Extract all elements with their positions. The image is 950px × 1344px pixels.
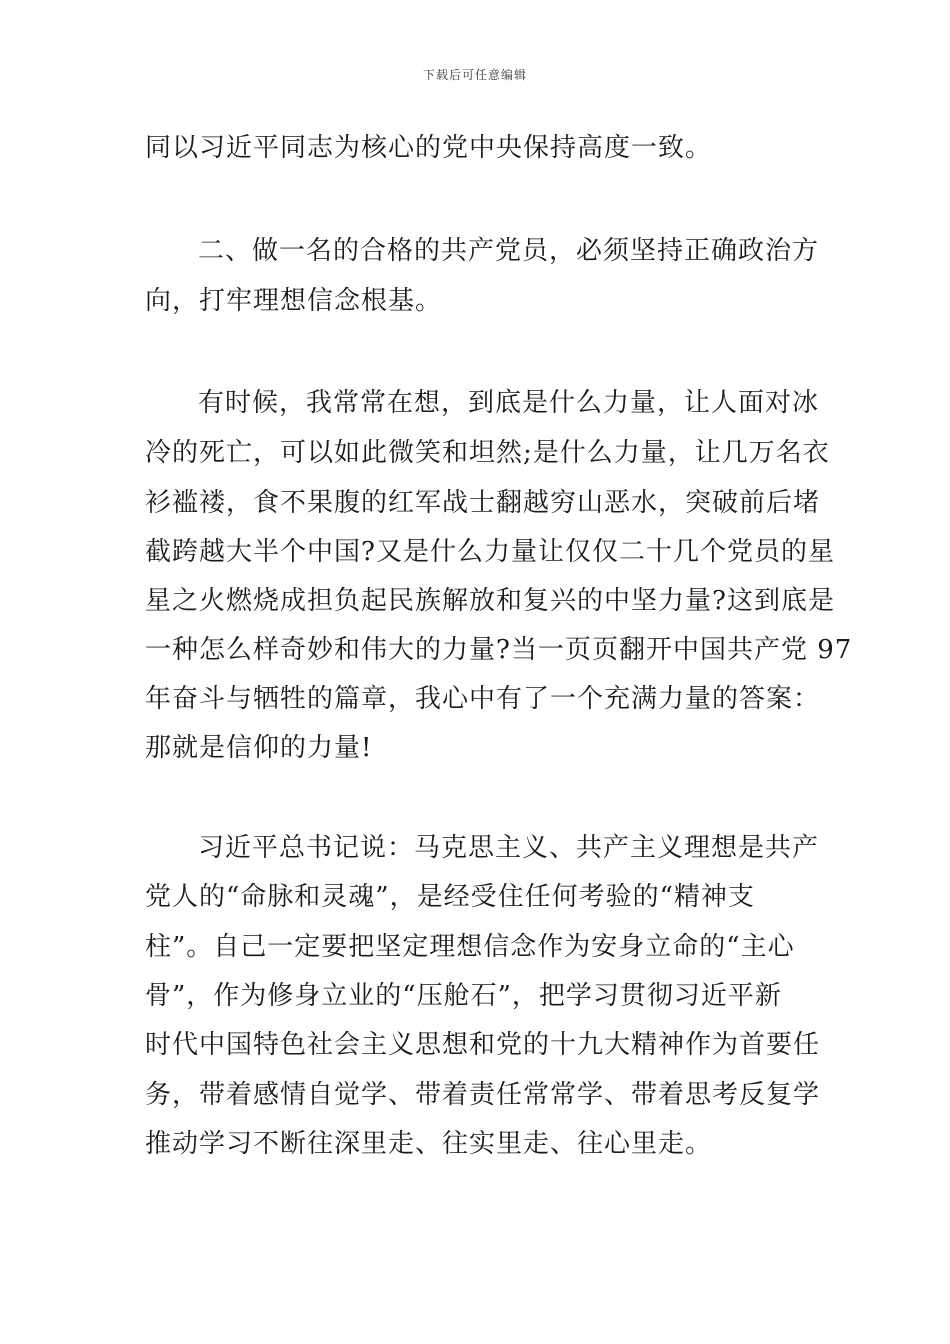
text-line: 骨”，作为修身立业的“压舱石”，把学习贯彻习近平新 — [145, 981, 782, 1011]
text-line: 年奋斗与牺牲的篇章，我心中有了一个充满力量的答案： — [145, 684, 821, 714]
text-line: 党人的“命脉和灵魂”，是经受住任何考验的“精神支 — [145, 882, 755, 912]
text-line: 务，带着感情自觉学、带着责任常常学、带着思考反复学 — [145, 1080, 821, 1110]
text-line: 同以习近平同志为核心的党中央保持高度一致。 — [145, 133, 713, 163]
text-line: 推动学习不断往深里走、往实里走、往心里走。 — [145, 1129, 713, 1159]
text-line: 柱”。自己一定要把坚定理想信念作为安身立命的“主心 — [145, 932, 795, 962]
text-line: 时代中国特色社会主义思想和党的十九大精神作为首要任 — [145, 1030, 821, 1060]
text-line: 截跨越大半个中国?又是什么力量让仅仅二十几个党员的星 — [145, 537, 835, 567]
text-line: 衫褴褛，食不果腹的红军战士翻越穷山恶水，突破前后堵 — [145, 488, 821, 518]
text-line: 向，打牢理想信念根基。 — [145, 286, 443, 316]
header-note: 下载后可任意编辑 — [422, 68, 527, 82]
text-line: 冷的死亡，可以如此微笑和坦然;是什么力量，让几万名衣 — [145, 438, 830, 468]
text-line: 有时候，我常常在想，到底是什么力量，让人面对冰 — [198, 388, 820, 418]
text-line: 星之火燃烧成担负起民族解放和复兴的中坚力量?这到底是 — [145, 586, 835, 616]
text-line: 那就是信仰的力量! — [145, 733, 373, 763]
text-line: 习近平总书记说：马克思主义、共产主义理想是共产 — [198, 833, 820, 863]
text-line: 二、做一名的合格的共产党员，必须坚持正确政治方 — [198, 236, 820, 266]
text-line: 一种怎么样奇妙和伟大的力量?当一页页翻开中国共产党 97 — [145, 635, 853, 665]
